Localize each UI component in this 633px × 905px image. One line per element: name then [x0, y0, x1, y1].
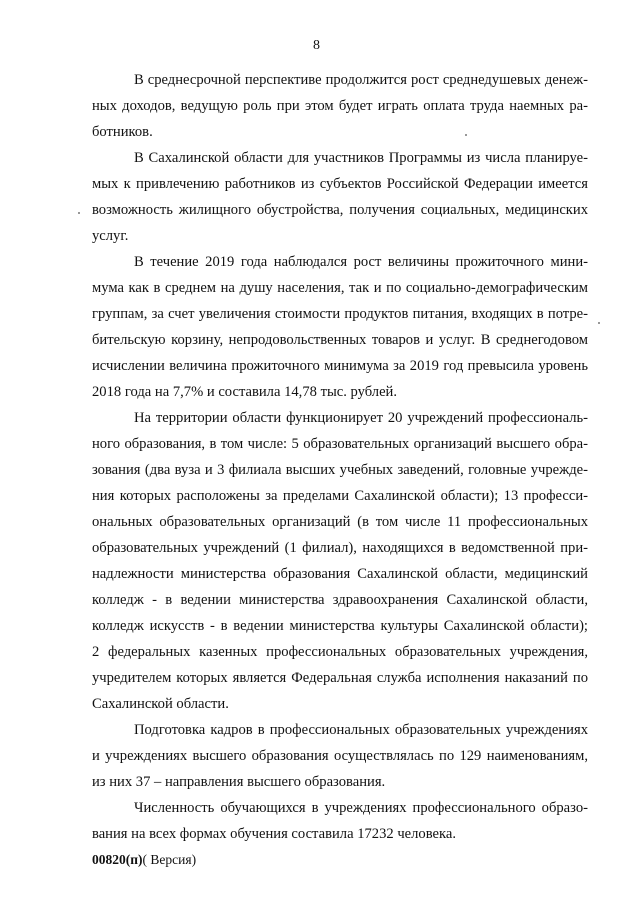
- text-line: В течение 2019 года наблюдался рост величины прожиточного мини-: [134, 254, 588, 270]
- text-line: ных доходов, ведущую роль при этом будет играть оплата труда наемных ра-: [92, 98, 588, 114]
- text-line: ональных образовательных организаций (в том числе 11 профессиональных: [92, 514, 588, 530]
- text-line: Численность обучающихся в учреждениях профессионального образо-: [134, 800, 588, 816]
- text-line: Подготовка кадров в профессиональных образовательных учреждениях: [134, 722, 588, 738]
- text-line: исчислении величина прожиточного минимума за 2019 год превысила уровень: [92, 358, 588, 374]
- text-line: На территории области функционирует 20 учреждений профессиональ-: [134, 410, 588, 426]
- text-line: услуг.: [92, 228, 129, 244]
- document-code: 00820(п): [92, 852, 143, 867]
- text-line: учредителем которых является Федеральная служба исполнения наказаний по: [92, 670, 588, 686]
- text-line: зования (два вуза и 3 филиала высших учебных заведений, головные учрежде-: [92, 462, 588, 478]
- text-line: из них 37 – направления высшего образования.: [92, 774, 386, 790]
- text-line: бительскую корзину, непродовольственных товаров и услуг. В среднегодовом: [92, 332, 588, 348]
- text-line: ботников.: [92, 124, 153, 140]
- text-line: В Сахалинской области для участников Программы из числа планируе-: [134, 150, 588, 166]
- scan-artifact: [78, 212, 80, 214]
- text-line: 2018 года на 7,7% и составила 14,78 тыс. рублей.: [92, 384, 398, 400]
- text-line: ного образования, в том числе: 5 образовательных организаций высшего обра-: [92, 436, 588, 452]
- scan-artifact: [598, 322, 600, 324]
- text-line: возможность жилищного обустройства, получения социальных, медицинских: [92, 202, 588, 218]
- text-line: надлежности министерства образования Сахалинской области, медицинский: [92, 566, 588, 582]
- page-number: 8: [313, 38, 320, 53]
- text-line: мума как в среднем на душу населения, так и по социально-демографическим: [92, 280, 588, 296]
- document-version: ( Версия): [142, 852, 197, 867]
- text-line: мых к привлечению работников из субъектов Российской Федерации имеется: [92, 176, 588, 192]
- text-line: Сахалинской области.: [92, 696, 229, 712]
- scan-artifact: [465, 134, 467, 136]
- text-line: ния которых расположены за пределами Сахалинской области); 13 професси-: [92, 488, 588, 504]
- text-line: колледж - в ведении министерства здравоохранения Сахалинской области,: [92, 592, 588, 608]
- text-line: 2 федеральных казенных профессиональных образовательных учреждения,: [92, 644, 588, 660]
- text-line: вания на всех формах обучения составила 17232 человека.: [92, 826, 456, 842]
- text-line: группам, за счет увеличения стоимости продуктов питания, входящих в потре-: [92, 306, 588, 322]
- text-line: образовательных учреждений (1 филиал), находящихся в ведомственной при-: [92, 540, 588, 556]
- text-line: и учреждениях высшего образования осуществлялась по 129 наименованиям,: [92, 748, 588, 764]
- text-line: колледж искусств - в ведении министерства культуры Сахалинской области);: [92, 618, 588, 634]
- document-footer: [92, 852, 196, 868]
- text-line: В среднесрочной перспективе продолжится рост среднедушевых денеж-: [134, 72, 588, 88]
